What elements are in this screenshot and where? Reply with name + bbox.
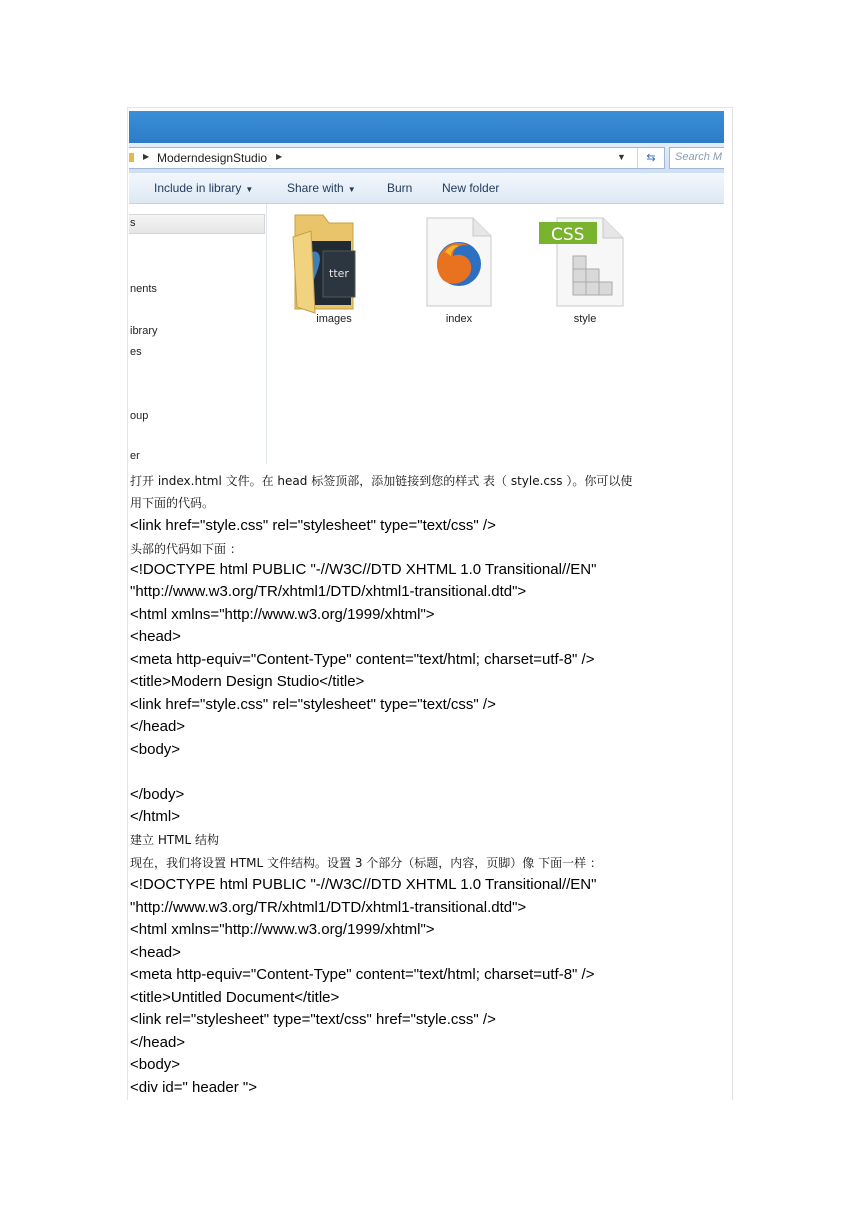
file-label[interactable]: index: [445, 313, 473, 325]
explorer-screenshot: [129, 111, 724, 464]
window-titlebar: [129, 111, 724, 143]
nav-item[interactable]: er: [130, 450, 140, 462]
navigation-pane: [129, 204, 267, 464]
chevron-down-icon: ▼: [245, 185, 254, 194]
code-line: <link href="style.css" rel="stylesheet" type="text/css" />: [130, 517, 496, 534]
refresh-icon[interactable]: ⇆: [637, 148, 664, 168]
caption-text: 头部的代码如下面 ：: [130, 542, 242, 556]
code-line: <div id=" header ">: [130, 1079, 257, 1096]
nav-item[interactable]: nents: [130, 283, 157, 295]
nav-item[interactable]: oup: [130, 410, 149, 422]
code-line: <title>Modern Design Studio</title>: [130, 673, 365, 690]
code-line: <head>: [130, 628, 181, 645]
code-line: <!DOCTYPE html PUBLIC "-//W3C//DTD XHTML 1.0 Transitional//EN": [130, 876, 597, 893]
intro-text: 打开 index.html 文件。在 head 标签顶部，添加链接到您的样式 表（ style.css ）。你可以使: [130, 474, 633, 488]
nav-item[interactable]: s: [130, 217, 136, 229]
command-toolbar: [129, 173, 724, 204]
file-label[interactable]: style: [573, 313, 597, 325]
svg-text:tter: tter: [329, 267, 349, 280]
breadcrumb-arrow-icon[interactable]: ▶: [143, 152, 150, 161]
section-title: 建立 HTML 结构: [130, 833, 220, 847]
code-line: <title>Untitled Document</title>: [130, 989, 340, 1006]
search-input[interactable]: [669, 147, 724, 169]
chevron-down-icon: ▼: [347, 185, 356, 194]
code-line: </body>: [130, 786, 185, 803]
nav-selected-item[interactable]: [129, 214, 265, 234]
new-folder-button[interactable]: New folder: [442, 181, 500, 195]
code-line: <head>: [130, 944, 181, 961]
address-field[interactable]: [129, 147, 665, 169]
code-line: </head>: [130, 1034, 186, 1051]
burn-button[interactable]: Burn: [387, 181, 413, 195]
code-line: <link href="style.css" rel="stylesheet" type="text/css" />: [130, 696, 496, 713]
code-line: <html xmlns="http://www.w3.org/1999/xhtml">: [130, 606, 435, 623]
code-line: </head>: [130, 718, 186, 735]
code-line: <html xmlns="http://www.w3.org/1999/xhtml">: [130, 921, 435, 938]
code-line: <body>: [130, 741, 181, 758]
code-line: <body>: [130, 1056, 181, 1073]
code-line: <link rel="stylesheet" type="text/css" href="style.css" />: [130, 1011, 496, 1028]
folder-icon: [129, 153, 134, 162]
search-placeholder: Search M: [675, 151, 723, 163]
firefox-html-icon[interactable]: [423, 216, 493, 308]
css-file-icon[interactable]: [537, 216, 627, 308]
file-label[interactable]: images: [316, 313, 352, 325]
code-line: <meta http-equiv="Content-Type" content="text/html; charset=utf-8" />: [130, 651, 595, 668]
code-line: "http://www.w3.org/TR/xhtml1/DTD/xhtml1-transitional.dtd">: [130, 583, 527, 600]
chevron-down-icon[interactable]: ▼: [617, 152, 626, 162]
section-intro: 现在，我们将设置 HTML 文件结构。设置 3 个部分（标题，内容，页脚）像 下面一样 ：: [130, 856, 602, 870]
code-line: "http://www.w3.org/TR/xhtml1/DTD/xhtml1-transitional.dtd">: [130, 899, 527, 916]
nav-item[interactable]: ibrary: [130, 325, 158, 337]
address-bar: [129, 143, 724, 173]
breadcrumb-arrow-icon[interactable]: ▶: [276, 152, 283, 161]
code-line: <!DOCTYPE html PUBLIC "-//W3C//DTD XHTML 1.0 Transitional//EN": [130, 561, 597, 578]
include-in-library-button[interactable]: Include in library ▼: [154, 181, 254, 195]
folder-icon[interactable]: [289, 211, 369, 317]
intro-text: 用下面的代码。: [130, 496, 215, 510]
share-with-button[interactable]: Share with ▼: [287, 181, 356, 195]
breadcrumb-item[interactable]: ModerndesignStudio: [157, 151, 268, 165]
css-badge: CSS: [551, 225, 585, 245]
code-line: </html>: [130, 808, 181, 825]
code-line: <meta http-equiv="Content-Type" content="text/html; charset=utf-8" />: [130, 966, 595, 983]
nav-item[interactable]: es: [130, 346, 142, 358]
